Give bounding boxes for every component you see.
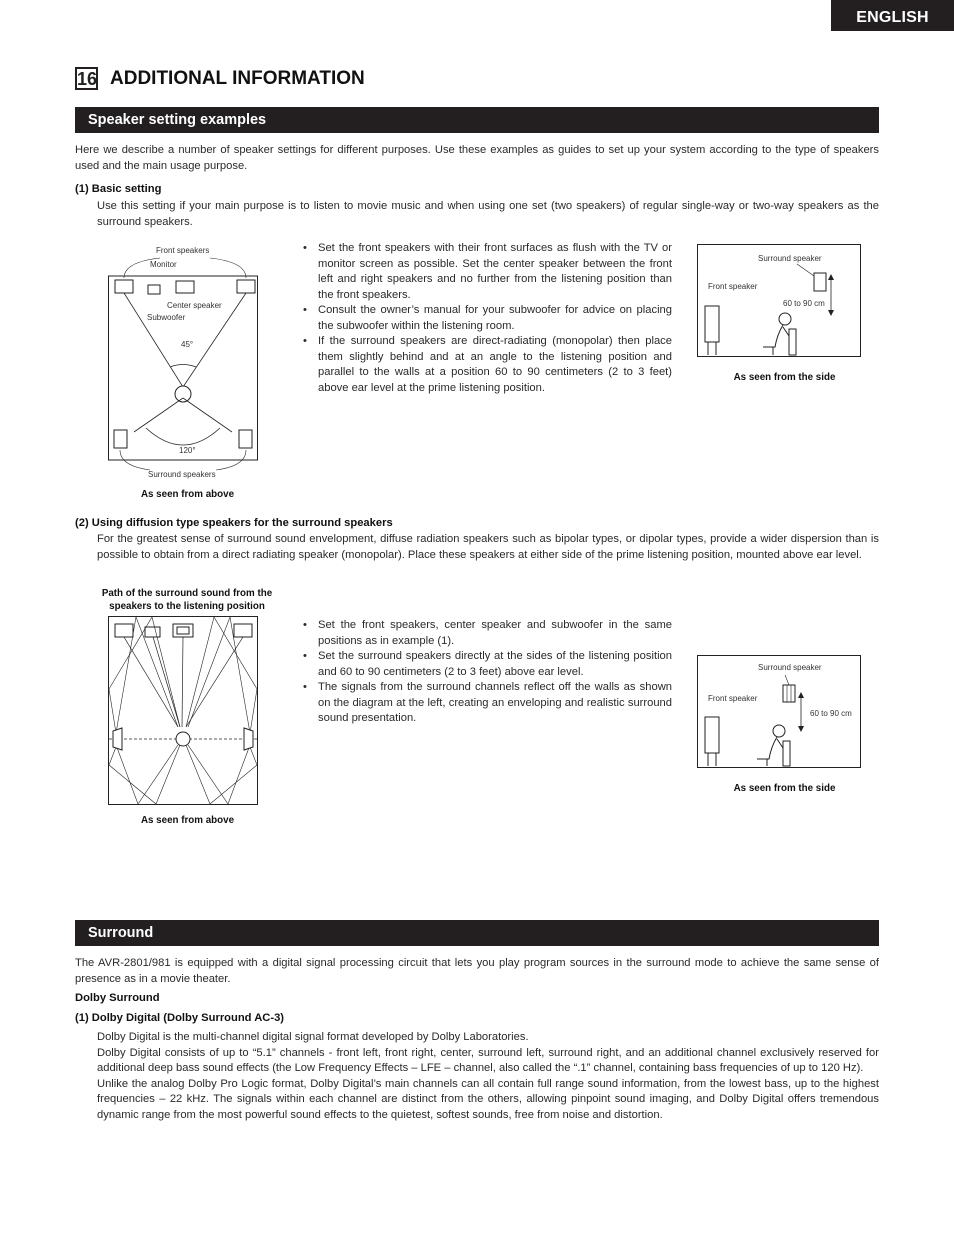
surround-intro: The AVR-2801/981 is equipped with a digital signal processing circuit that lets you play program sources in the surround mode to achieve the same sense of presence as in a movie theater. [75, 957, 879, 985]
caption-seen-from-side-2: As seen from the side [733, 783, 836, 794]
speaker-intro: Here we describe a number of speaker settings for different purposes. Use these examples as guides to set up your system according to the type of speakers used and the main usage purpose. [75, 144, 879, 172]
dolby-digital-paragraph: Dolby Digital is the multi-channel digital signal format developed by Dolby Laboratories. [97, 1031, 529, 1043]
basic-setting-side-svg [697, 243, 867, 388]
example1-body: Use this setting if your main purpose is to listen to movie music and when using one set (two speakers) of regular single-way or two-way speakers as the surround speakers. [97, 200, 879, 228]
caption-seen-from-above-1: As seen from above [140, 489, 235, 500]
example2-bullet: • Set the surround speakers directly at the sides of the listening position and 60 to 90 centimeters (2 to 3 feet) above ear level. [300, 649, 672, 680]
label-front-speaker-2: Front speaker [708, 694, 758, 703]
dolby-digital-paragraph: Dolby Digital consists of up to “5.1” channels - front left, front right, center, surround left, surround right, and an additional channel exclusively reserved for additional deep bass sound effects (the Low Frequency Effects – LFE – channel, also called the “.1” channel, containing bass frequencies of up to 120 Hz). [97, 1046, 879, 1075]
chapter-title: ADDITIONAL INFORMATION [110, 68, 365, 89]
dolby-surround-heading: Dolby Surround [75, 992, 160, 1004]
caption-seen-from-side-1: As seen from the side [733, 372, 836, 383]
label-surround-speaker-1: Surround speaker [758, 254, 822, 263]
example1-bullet: • Set the front speakers with their front surfaces as flush with the TV or monitor screen as possible. Set the center speaker between the front left and right speakers and no further from the listening position than the front speakers. [300, 241, 672, 303]
dolby-digital-text [97, 1030, 879, 1124]
example1-heading: (1) Basic setting [75, 183, 162, 195]
example1-bullet: • Consult the owner’s manual for your subwoofer for advice on placing the subwoofer within the listening room. [300, 303, 672, 334]
dolby-digital-paragraph: Unlike the analog Dolby Pro Logic format, Dolby Digital’s main channels can all contain full range sound information, from the lowest bass, up to the highest frequencies – 22 kHz. The signals within each channel are distinct from the others, allowing pinpoint sound imaging, and Dolby Digital offers tremendous dynamic range from the most powerful sound effects to the quietest, softest sounds, free from noise and distortion. [97, 1077, 879, 1121]
label-height-1: 60 to 90 cm [783, 299, 825, 308]
dolby-digital-heading: (1) Dolby Digital (Dolby Surround AC-3) [75, 1012, 285, 1024]
example2-body: For the greatest sense of surround sound envelopment, diffuse radiation speakers such as bipolar types, or dipolar types, provide a wider dispersion than is possible to obtain from a direct radiating speaker (monopolar). Place these speakers at either side of the prime listening position, mounted above ear level. [97, 533, 879, 561]
label-front-speakers: Front speakers [156, 246, 210, 255]
basic-setting-top-svg [100, 240, 270, 505]
section-bar-speaker-setting: Speaker setting examples [75, 107, 879, 133]
label-angle-45: 45° [181, 340, 194, 349]
path-caption [78, 587, 296, 613]
path-caption-line: speakers to the listening position [109, 601, 265, 612]
caption-seen-from-above-2: As seen from above [140, 815, 235, 826]
language-tab: ENGLISH [831, 0, 954, 31]
example2-bullet: • The signals from the surround channels reflect off the walls as shown on the diagram at the left, creating an enveloping and realistic surround sound presentation. [300, 680, 672, 727]
diffusion-top-svg [100, 615, 270, 810]
example2-bullet: • Set the front speakers, center speaker and subwoofer in the same positions as in example (1). [300, 618, 672, 649]
label-height-2: 60 to 90 cm [810, 709, 852, 718]
chapter-number: 16 [77, 69, 98, 89]
label-angle-120: 120° [179, 446, 196, 455]
label-subwoofer: Subwoofer [147, 313, 186, 322]
basic-setting-top-diagram [100, 240, 270, 505]
label-front-speaker-1: Front speaker [708, 282, 758, 291]
example1-bullets [300, 241, 672, 396]
example1-bullet: • If the surround speakers are direct-radiating (monopolar) then place them slightly behind and at an angle to the listening position and parallel to the walls at a position 60 to 90 centimeters (2 to 3 feet) above ear level at the prime listening position. [300, 334, 672, 396]
basic-setting-side-diagram [697, 243, 867, 388]
diffusion-top-diagram [100, 615, 275, 835]
section-bar-surround: Surround [75, 920, 879, 946]
example2-bullets [300, 618, 672, 727]
diffusion-side-svg [697, 655, 867, 800]
path-caption-line: Path of the surround sound from the [101, 588, 273, 599]
diffusion-side-diagram [697, 655, 867, 800]
label-center-speaker: Center speaker [167, 301, 222, 310]
label-monitor: Monitor [150, 260, 177, 269]
label-surround-speaker-2: Surround speaker [758, 663, 822, 672]
example2-heading: (2) Using diffusion type speakers for the surround speakers [75, 517, 393, 529]
label-surround-speakers: Surround speakers [148, 470, 216, 479]
